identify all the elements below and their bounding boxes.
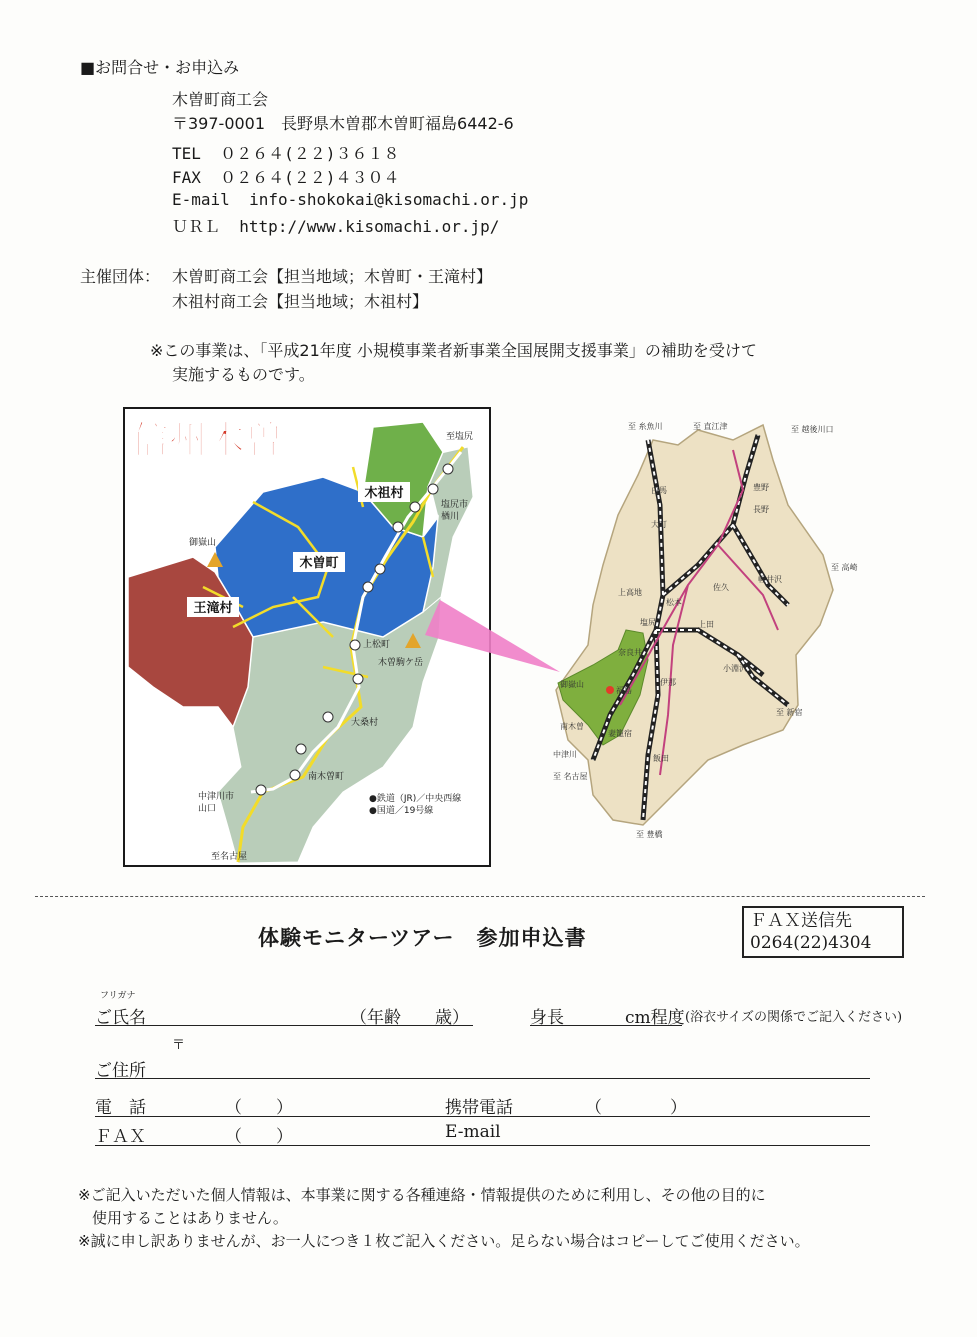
name-label: ご氏名 (95, 1008, 146, 1028)
label-hakuba: 白馬 (651, 486, 667, 495)
label-nakatsugawa: 中津川 (553, 750, 577, 759)
fax-destination-label: ＦＡＸ送信先 (750, 911, 852, 931)
height-label: 身長 (530, 1008, 564, 1028)
label-to-takasaki: 至 高崎 (831, 563, 858, 572)
label-ina: 伊那 (660, 678, 676, 687)
label-ontake: 御嶽山 (560, 680, 584, 689)
email-field-label: E-mail (445, 1122, 501, 1142)
fax-parens: （ ） (225, 1127, 293, 1147)
fax-field-label: ＦＡＸ (95, 1127, 146, 1147)
label-saku: 佐久 (713, 583, 729, 592)
postal-mark: 〒 (172, 1038, 186, 1053)
privacy-note-line-2: 使用することはありません。 (92, 1209, 288, 1227)
label-nagiso: 南木曽町 (308, 772, 345, 782)
map-title: 信州木曽 (131, 418, 284, 462)
url-value[interactable]: http://www.kisomachi.or.jp/ (239, 217, 500, 236)
label-iida: 飯田 (653, 754, 669, 763)
fax-email-field[interactable] (95, 1145, 870, 1146)
label-nagano: 長野 (753, 505, 769, 514)
prefecture-land (556, 425, 833, 825)
height-field[interactable] (530, 1025, 682, 1026)
organizers-label: 主催団体： (80, 267, 161, 286)
label-narai: 奈良井 (618, 648, 642, 657)
kiso-fukushima-marker (606, 686, 614, 694)
contact-org: 木曽町商工会 (172, 90, 269, 109)
tel-value: ０２６４(２２)３６１８ (220, 144, 400, 163)
label-agematsu: 上松町 (363, 640, 391, 650)
tel-label: TEL (172, 144, 201, 163)
privacy-note-line-1: ※ご記入いただいた個人情報は、本事業に関する各種連絡・情報提供のために利用し、その他の目的に (78, 1186, 766, 1204)
fax-value: ０２６４(２２)４３０４ (220, 168, 400, 187)
label-ontake: 御嶽山 (189, 538, 217, 548)
label-fukushima: 福島 (616, 686, 632, 695)
mobile-label: 携帯電話 (445, 1098, 513, 1118)
subsidy-note-line-1: ※この事業は、「平成21年度 小規模事業者新事業全国展開支援事業」の補助を受けて (150, 341, 757, 360)
label-to-nagoya: 至名古屋 (211, 852, 248, 862)
legend-rail: ●鉄道（JR)／中央西線 (369, 794, 462, 804)
cut-line (35, 896, 925, 897)
address-label: ご住所 (95, 1061, 146, 1081)
label-toyono: 豊野 (753, 483, 769, 492)
contact-tel (172, 141, 399, 164)
mobile-parens: （ ） (585, 1098, 687, 1118)
subsidy-note-line-2: 実施するものです。 (172, 365, 315, 384)
label-matsumoto: 松本 (666, 598, 682, 607)
contact-url (172, 214, 499, 237)
label-kamikochi: 上高地 (618, 588, 642, 597)
organizer-line-1: 木曽町商工会【担当地域；木曽町・王滝村】 (172, 267, 493, 286)
email-label: E-mail (172, 190, 230, 209)
label-kobuchizawa: 小淵沢 (723, 664, 747, 673)
contact-fax (172, 165, 399, 188)
form-title: 体験モニターツアー 参加申込書 (258, 925, 587, 950)
fax-label: FAX (172, 168, 201, 187)
label-shiojiri: 塩尻 (640, 618, 656, 627)
email-value[interactable]: info-shokokai@kisomachi.or.jp (249, 190, 529, 209)
label-omachi: 大町 (651, 520, 667, 529)
legend-road: ●国道／19号線 (369, 806, 434, 816)
phone-parens: （ ） (225, 1098, 293, 1118)
otaki-label: 王滝村 (193, 601, 233, 616)
url-label: ＵＲＬ (172, 217, 221, 236)
label-karuizawa: 軽井沢 (758, 575, 782, 584)
label-okuwa: 大桑村 (351, 718, 379, 728)
label-narakawa: 楢川 (441, 512, 460, 522)
height-note: (浴衣サイズの関係でご記入ください) (685, 1010, 903, 1025)
label-to-toyohashi: 至 豊橋 (636, 830, 663, 839)
name-field[interactable] (95, 1025, 473, 1026)
contact-address: 〒397-0001 長野県木曽郡木曽町福島6442-6 (172, 114, 514, 133)
label-yamaguchi: 山口 (198, 804, 217, 814)
label-nakatsugawa: 中津川市 (198, 792, 235, 802)
kiso-village-label: 木祖村 (364, 486, 404, 501)
label-tsumago: 妻籠宿 (608, 729, 632, 738)
fax-destination-number: 0264(22)4304 (750, 933, 872, 953)
age-label: （年齢 歳） (350, 1008, 469, 1028)
height-unit: cm程度 (625, 1008, 685, 1028)
label-to-itoigawa: 至 糸魚川 (628, 422, 663, 431)
label-to-naoetsu: 至 直江津 (693, 422, 728, 431)
label-nagiso: 南木曽 (560, 722, 584, 731)
label-shiojiri-city: 塩尻市 (441, 500, 469, 510)
label-ueda: 上田 (698, 620, 714, 629)
label-to-shiojiri: 至塩尻 (446, 432, 474, 442)
fax-destination-box (742, 906, 904, 958)
contact-email (172, 190, 528, 209)
kiso-town-label: 木曽町 (299, 556, 339, 571)
organizer-line-2: 木祖村商工会【担当地域；木祖村】 (172, 292, 429, 311)
contact-heading: ■お問合せ・お申込み (80, 58, 240, 77)
furigana-label: フリガナ (100, 991, 136, 1001)
label-to-shinjuku: 至 新宿 (776, 708, 803, 717)
phone-label: 電 話 (95, 1098, 146, 1118)
label-to-nagoya: 至 名古屋 (553, 772, 588, 781)
label-komagatake: 木曽駒ケ岳 (378, 658, 424, 668)
copy-note: ※誠に申し訳ありませんが、お一人につき１枚ご記入ください。足らない場合はコピーしてご使用ください。 (78, 1232, 810, 1250)
phone-field[interactable] (95, 1116, 870, 1117)
nagano-prefecture-map (548, 415, 878, 845)
label-to-nagaokagawa: 至 越後川口 (791, 425, 834, 434)
address-field[interactable] (95, 1078, 870, 1079)
